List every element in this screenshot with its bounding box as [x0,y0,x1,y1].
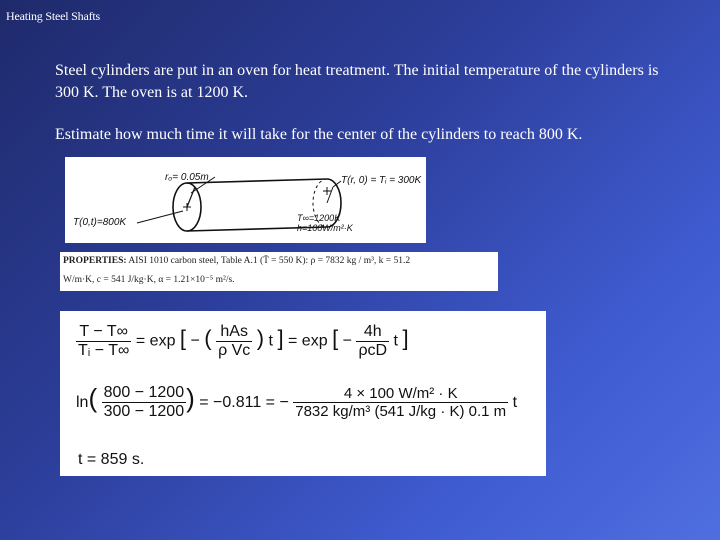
eq2-t: t [512,394,518,411]
properties-line-1-text: AISI 1010 carbon steel, Table A.1 (T̄ = 550 K): ρ = 7832 kg / m³, k = 51.2 [128,256,411,266]
initial-temp-label: T(r, 0) = Tᵢ = 300K [341,175,422,186]
eq2-denominator: 300 − 1200 [103,403,185,421]
eq1-4h-numerator: 4h [356,323,389,342]
eq2-right-denominator: 7832 kg/m³ (541 J/kg · K) 0.1 m [295,403,507,421]
equation-2: ln( $\frac{800 - 1200}{300 - 1200}$ ) = −0.811 = − $\frac{\text{4 × 100 W/m² · K}}{\text{7832 kg/m³ (541 J/kg · K) 0.1 m}}$ t [76,383,518,421]
eq1-t1: t [268,332,273,350]
properties-line-1 [63,256,410,266]
eq2-fraction [102,384,187,421]
properties-heading: PROPERTIES: [63,256,127,266]
eq1-4h-fraction [356,323,389,360]
cylinder-diagram [65,157,426,243]
eq1-exp-1: = exp [135,332,176,350]
eq1-ha-denominator: ρ Vc [218,342,251,359]
eq1-ha-numerator: hAs [216,323,252,342]
problem-question: Estimate how much time it will take for the center of the cylinders to reach 800 K. [55,126,583,143]
equation-1: $\frac{T - T\infty}{\text{Tᵢ − T∞}}$ = exp [ − ( $\frac{\text{hAs}}{\text{ρ Vc}}$ ) t ] = exp [ − $\frac{4h}{\text{ρcD}}$ t ] [78,323,409,359]
eq2-value: = −0.811 = − [199,394,289,411]
eq2-ln: ln [76,394,89,411]
radius-label: rₒ= 0.05m [165,172,209,183]
properties-line-2: W/m·K, c = 541 J/kg·K, α = 1.21×10⁻⁵ m²/s. [63,275,235,285]
tinf-label: T∞=1200K [297,213,341,223]
equation-3: t = 859 s. [78,451,145,468]
properties-box [60,252,498,291]
eq1-fraction [76,323,131,360]
eq1-4h-denominator: ρcD [358,342,388,359]
eq1-t2: t [393,332,398,350]
slide-title: Heating Steel Shafts [6,9,100,23]
eq2-right-fraction [293,385,508,420]
h-label: h=100W/m²·K [297,223,353,233]
equations-box [60,311,546,476]
eq1-numerator: T − T∞ [76,323,131,342]
eq1-ha-fraction [216,323,252,360]
problem-statement: Steel cylinders are put in an oven for heat treatment. The initial temperature of the cylinders is 300 K. The oven is at 1200 K. [55,62,659,101]
eq1-exp-2: = exp [288,332,328,350]
cylinder-drawing [65,157,426,243]
eq2-numerator: 800 − 1200 [103,384,185,402]
eq2-right-numerator: 4 × 100 W/m² · K [293,385,508,403]
eq1-denominator: Tᵢ − T∞ [78,342,130,359]
center-temp-label: T(0,t)=800K [73,217,127,228]
